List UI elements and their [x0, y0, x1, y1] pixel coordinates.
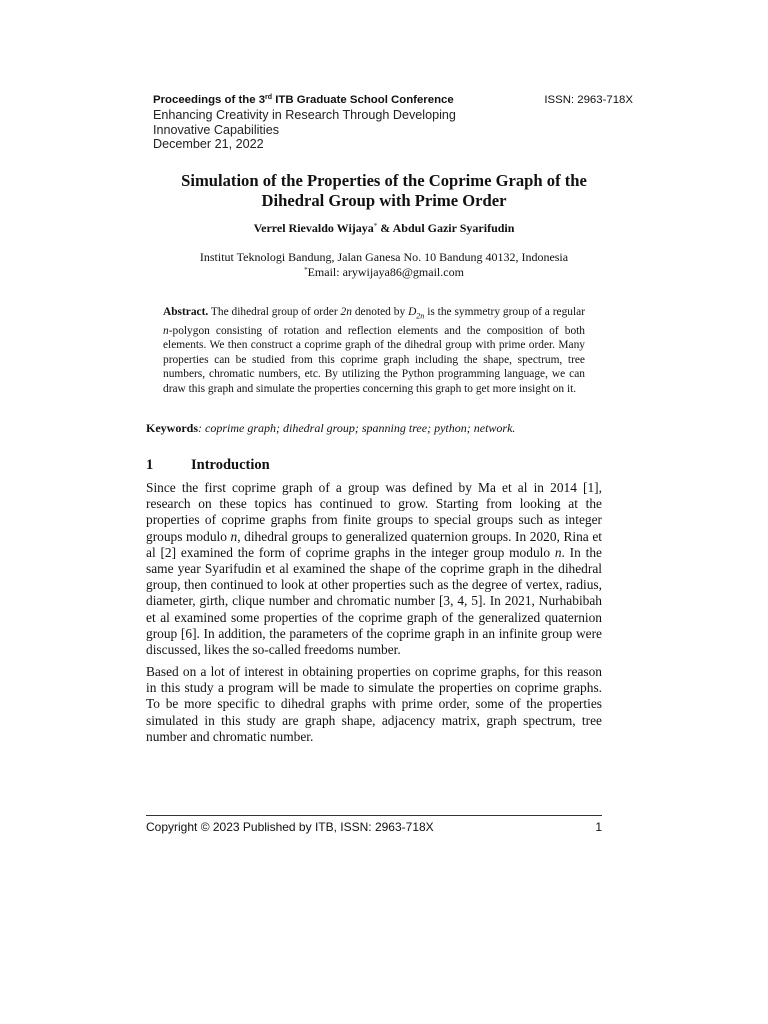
abstract-label: Abstract.: [163, 306, 209, 318]
conference-theme-line2: Innovative Capabilities: [153, 122, 280, 137]
corresponding-email: *Email: arywijaya86@gmail.com: [304, 264, 464, 279]
keywords-label: Keywords: [146, 421, 198, 435]
section-heading: 1 Introduction: [146, 457, 270, 473]
affiliation-block: [120, 250, 648, 279]
header-issn: ISSN: 2963-718X: [544, 94, 633, 106]
conference-theme-line1: Enhancing Creativity in Research Through Developing: [153, 108, 456, 122]
page-footer: [146, 820, 602, 834]
affiliation: Institut Teknologi Bandung, Jalan Ganesa No. 10 Bandung 40132, Indonesia: [199, 250, 569, 264]
intro-paragraph-2: Based on a lot of interest in obtaining properties on coprime graphs, for this reason in this study a program will be made to simulate the properties on coprime graphs. To be more specific to dihedral graphs with prime order, some of the properties simulated in this study are graph shape, adjacency matrix, graph spectrum, tree number and chromatic number.: [146, 664, 602, 744]
author-name: Verrel Rievaldo Wijaya: [253, 221, 374, 235]
intro-paragraph-1: Since the first coprime graph of a group was defined by Ma et al in 2014 [1], research on these topics has continued to grow. Starting from looking at the properties of coprime graphs from finite groups to special groups such as integer groups modulo n, dihedral groups to generalized quaternion groups. In 2020, Rina et al [2] examined the form of coprime graphs in the integer group modulo n. In the same year Syarifudin et al examined the shape of the coprime graph in the dihedral group, then continued to look at other properties such as the degree of vertex, radius, diameter, girth, clique number and chromatic number [3, 4, 5]. In 2021, Nurhabibah et al examined some properties of the coprime graph of the generalized quaternion group [6]. In addition, the parameters of the coprime graph in an infinite group were discussed, likes the so-called freedoms number.: [146, 480, 602, 658]
running-header: [153, 93, 633, 152]
keywords: Keywords: coprime graph; dihedral group; spanning tree; python; network.: [146, 421, 516, 435]
conference-name: Proceedings of the 3rd ITB Graduate School Conference: [153, 94, 454, 106]
footer-divider: [146, 815, 602, 816]
author-name: Abdul Gazir Syarifudin: [392, 221, 515, 235]
author-list: Verrel Rievaldo Wijaya* & Abdul Gazir Syarifudin: [253, 221, 515, 235]
conference-date: December 21, 2022: [153, 137, 264, 151]
copyright-notice: Copyright © 2023 Published by ITB, ISSN: 2963-718X: [146, 820, 434, 834]
abstract: Abstract. The dihedral group of order 2n denoted by $D_{2n}$ is the symmetry group of a regular n-polygon consisting of rotation and reflection elements and the composition of both elements. We then construct a coprime graph of the dihedral group with prime order. Many properties can be studied from this coprime graph including the shape, spectrum, tree numbers, chromatic numbers, etc. By utilizing the Python programming language, we can draw this graph and simulate the properties concerning this graph to get more insight on it.: [163, 306, 585, 395]
page-number: 1: [595, 820, 602, 834]
paper-title: Simulation of the Properties of the Coprime Graph of the Dihedral Group with Prime Order: [181, 171, 587, 210]
